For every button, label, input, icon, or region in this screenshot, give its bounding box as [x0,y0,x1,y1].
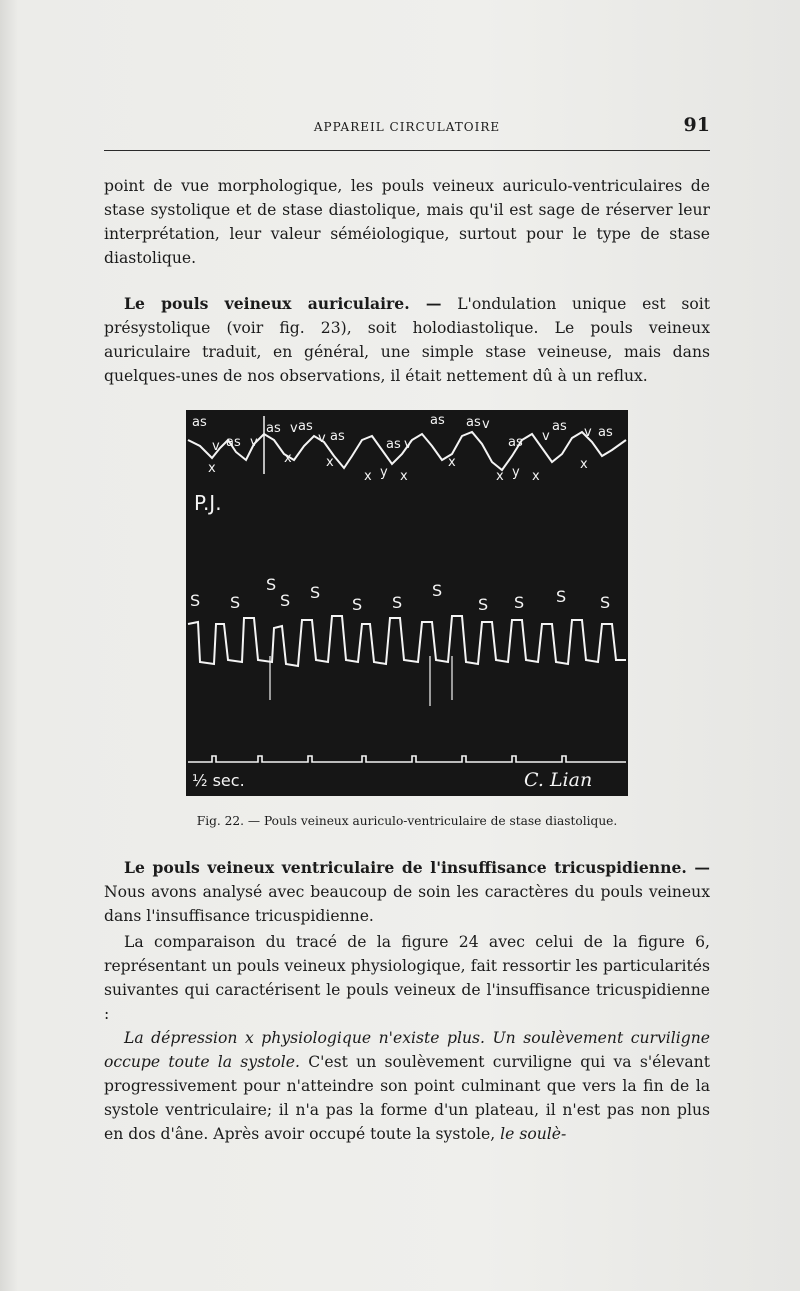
label-venous-mark: as [192,415,207,430]
paragraph-ventricular-body: Nous avons analysé avec beaucoup de soin les caractères du pouls veineux dans l'insuffisance tricuspidienne. [104,883,710,925]
label-subject-initials: P.J. [194,491,222,515]
label-venous-mark: as [466,415,481,430]
paragraph-depression [104,1026,710,1146]
label-venous-mark: x [284,451,292,466]
tracing-svg [186,410,628,796]
label-venous-mark: v [318,431,326,446]
label-venous-mark: x [364,469,372,484]
label-venous-mark: v [250,435,258,450]
label-venous-mark: x [400,469,408,484]
paragraph-depression-tail: le soulè- [500,1125,567,1143]
label-systole: S [266,575,277,594]
label-systole: S [310,583,321,602]
section-heading-auricular: Le pouls veineux auriculaire. — [124,294,442,313]
label-venous-mark: as [298,419,313,434]
label-venous-mark: as [598,425,613,440]
label-systole: S [280,591,291,610]
label-systole: S [514,593,525,612]
label-venous-mark: v [482,417,490,432]
label-systole: S [432,581,443,600]
label-venous-mark: as [508,435,523,450]
label-systole: S [352,595,363,614]
figure-22-tracing [186,410,628,796]
label-systole: S [478,595,489,614]
running-title: APPAREIL CIRCULATOIRE [313,120,501,134]
label-venous-mark: as [386,437,401,452]
paragraph-auricular-pulse [104,292,710,388]
label-venous-mark: x [208,461,216,476]
label-venous-mark: y [380,465,388,480]
page-header [104,114,710,142]
label-venous-mark: v [542,429,550,444]
label-venous-mark: x [532,469,540,484]
label-systole: S [392,593,403,612]
label-systole: S [600,593,611,612]
paragraph-depression-italic: La dépression x physiologique n'existe plus. Un soulèvement curviligne occupe toute la systole. [104,1029,710,1071]
paragraph-depression-body: C'est un soulèvement curviligne qui va s'élevant progressivement pour n'atteindre son point culminant que vers la fin de la systole ventriculaire; il n'a pas la forme d'un plateau, il n'est pas non plus en dos d'âne. Après avoir occupé toute la systole, [104,1053,710,1143]
label-systole: S [556,587,567,606]
label-venous-mark: as [226,435,241,450]
paragraph-comparison: La comparaison du tracé de la figure 24 avec celui de la figure 6, représentant un pouls veineux physiologique, fait ressortir les particularités suivantes qui caractérisent le pouls veineux de l'insuffisance tricuspidienne : [104,933,710,1023]
label-venous-mark: x [326,455,334,470]
label-venous-mark: v [584,425,592,440]
label-systole: S [190,591,201,610]
paragraph-auricular-body: L'ondulation unique est soit présystolique (voir fig. 23), soit holodiastolique. Le pouls veineux auriculaire traduit, en général, une simple stase veineuse, mais dans quelques-unes de nos observations, il était nettement dû à un reflux. [104,295,710,385]
page-number: 91 [683,114,710,136]
label-venous-mark: v [290,421,298,436]
label-venous-mark: as [266,421,281,436]
label-venous-mark: y [512,465,520,480]
label-venous-mark: v [212,439,220,454]
label-venous-mark: as [330,429,345,444]
figure-caption: Fig. 22. — Pouls veineux auriculo-ventriculaire de stase diastolique. [196,814,618,828]
label-signature: C. Lian [524,769,593,791]
label-venous-mark: v [404,437,412,452]
label-venous-mark: x [448,455,456,470]
label-venous-mark: as [430,413,445,428]
label-systole: S [230,593,241,612]
label-venous-mark: x [496,469,504,484]
paragraph-ventricular-pulse [104,856,710,928]
section-heading-ventricular: Le pouls veineux ventriculaire de l'insuffisance tricuspidienne. — [124,858,710,877]
label-venous-mark: as [552,419,567,434]
label-timescale: ½ sec. [192,771,245,790]
paragraph-intro: point de vue morphologique, les pouls veineux auriculo-ventriculaires de stase systolique et de stase diastolique, mais qu'il est sage de réserver leur interprétation, leur valeur séméiologique, surtout pour le type de stase diastolique. [104,177,710,267]
label-venous-mark: x [580,457,588,472]
header-rule [104,150,710,151]
